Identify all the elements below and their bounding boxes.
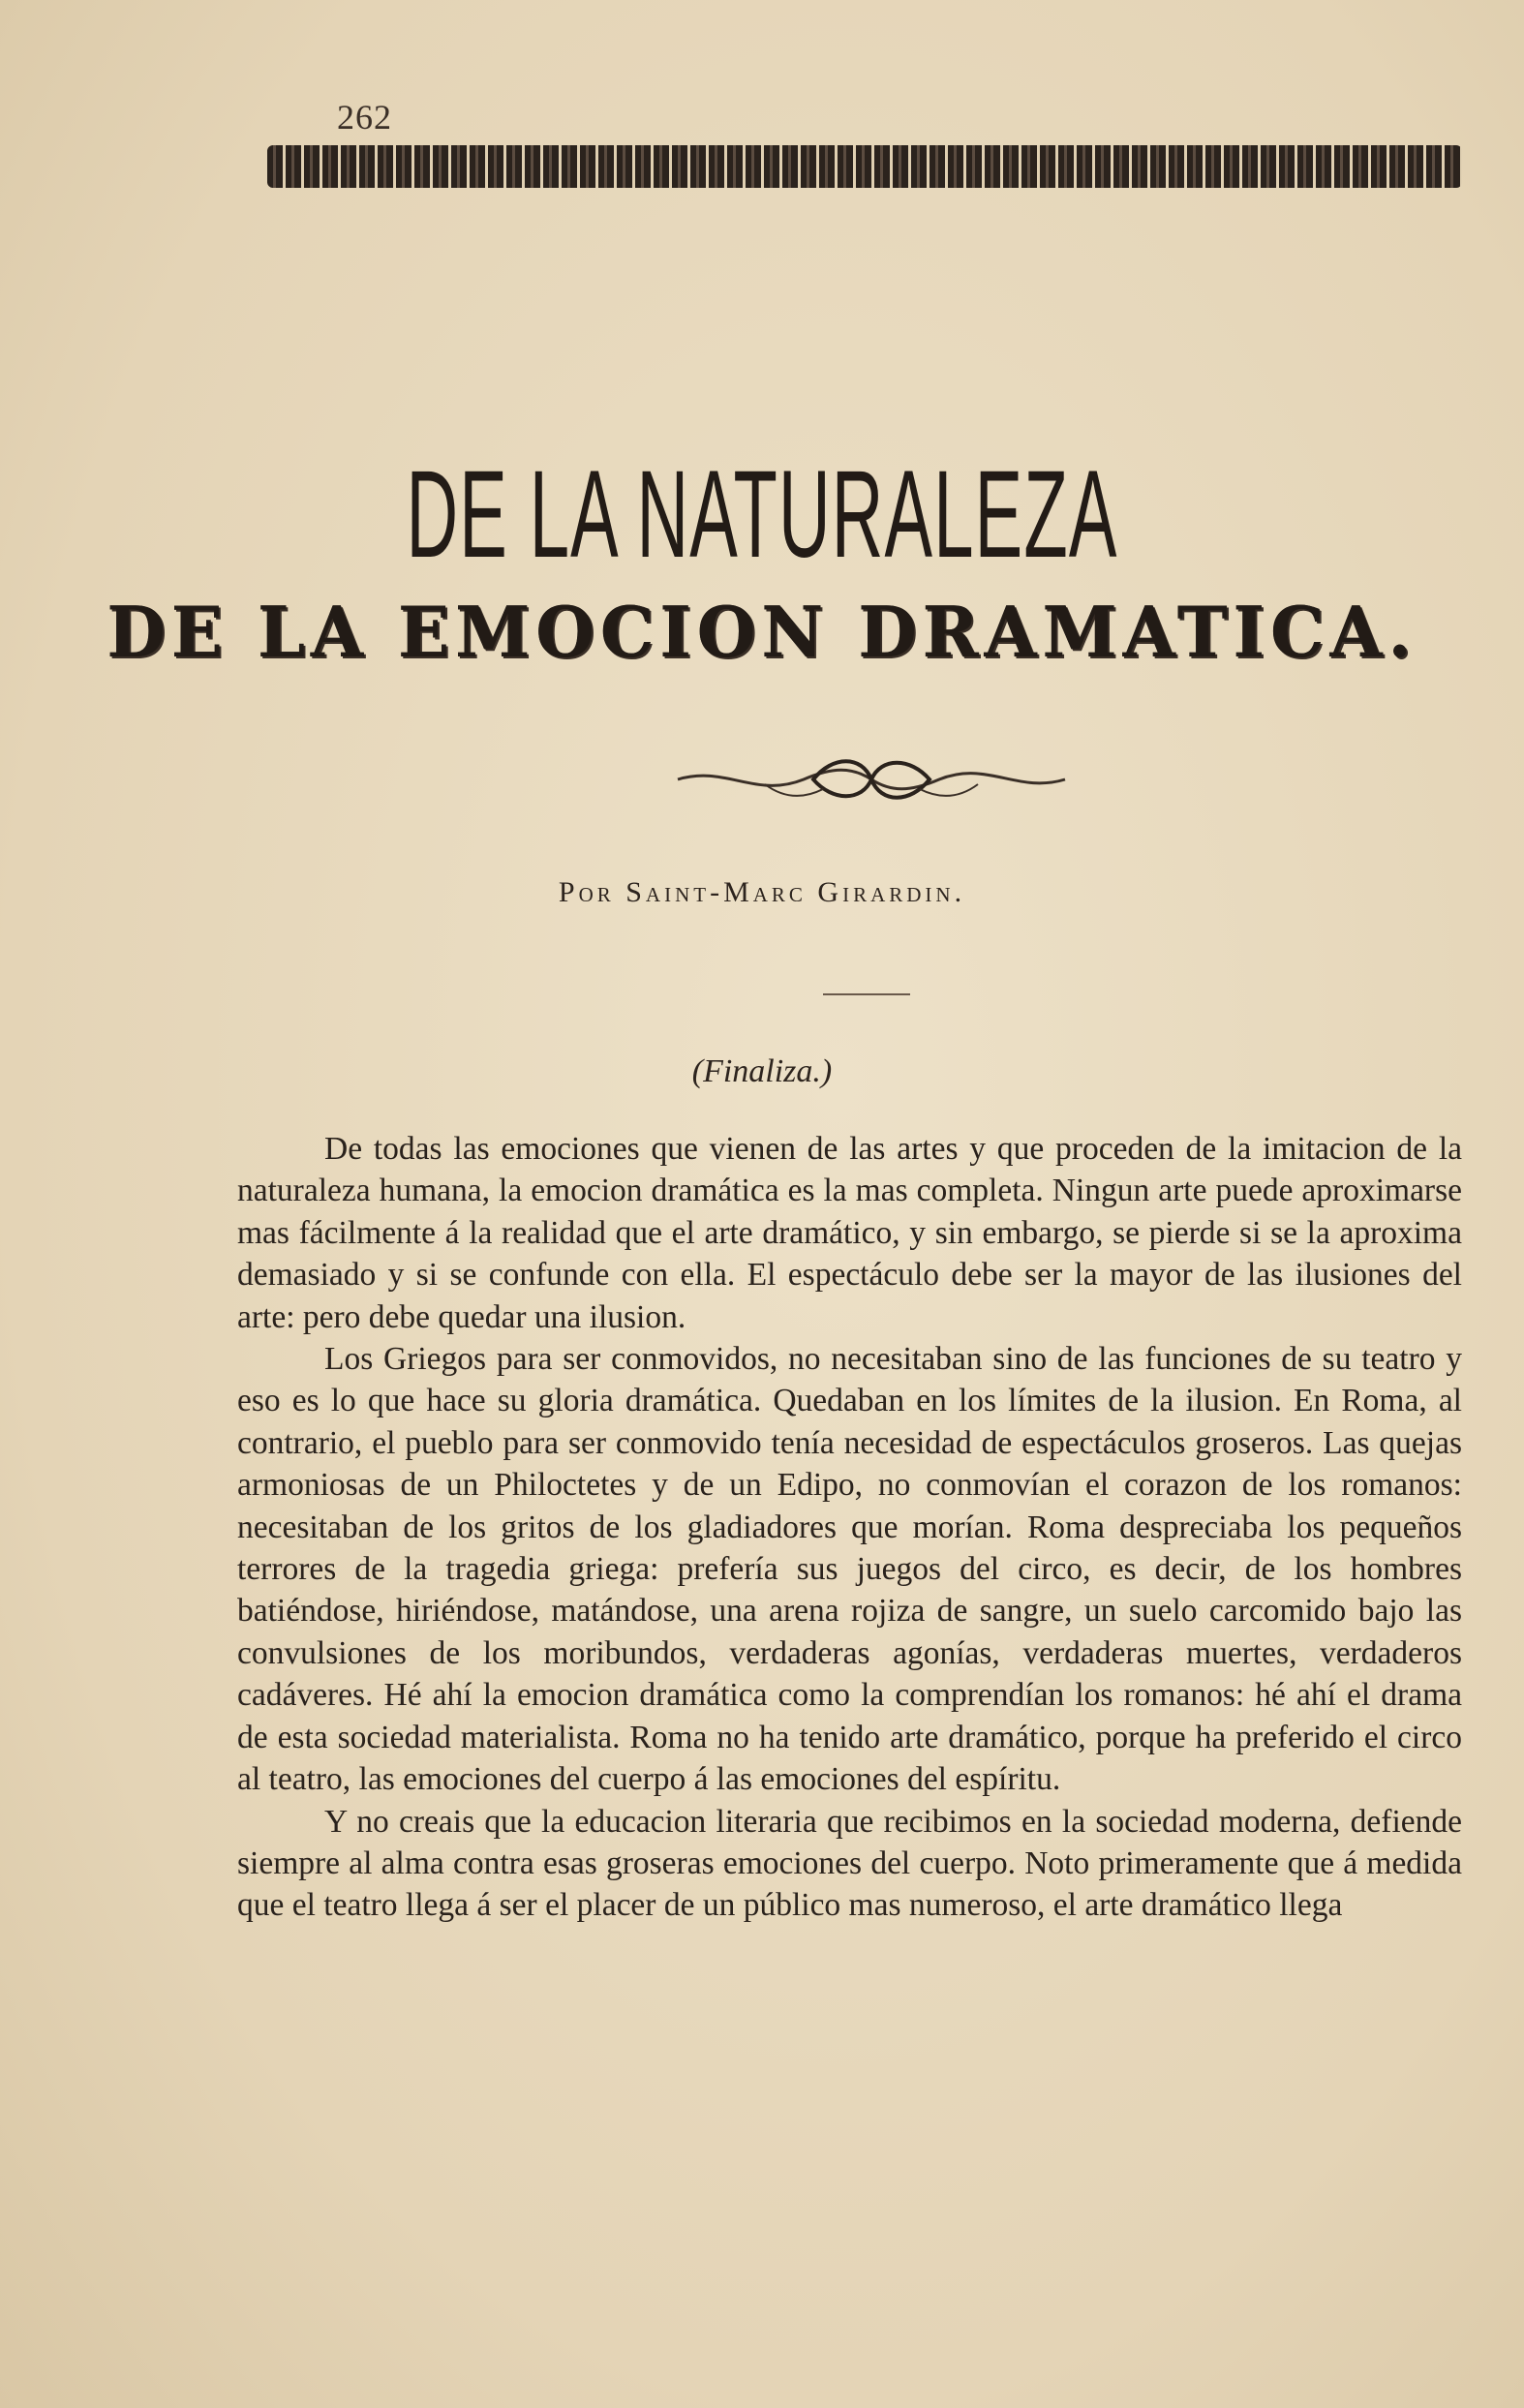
byline: Por Saint-Marc Girardin.: [558, 876, 966, 908]
paragraph: Los Griegos para ser conmovidos, no necesitaban sino de las funciones de su teatro y eso es lo que hace su gloria dramática. Quedaban en los límites de la ilusion. En Roma, al contrario, el pueblo para ser conmovido tenía necesidad de espectáculos groseros. Las quejas armoniosas de un Philoctetes y de un Edipo, no conmovían el corazon de los romanos: necesitaban de los gritos de los gladiadores que morían. Roma despreciaba los pequeños terrores de la tragedia griega: prefería sus juegos del circo, es decir, de los hombres batiéndose, hiriéndose, matándose, una arena rojiza de sangre, un suelo carcomido bajo las convulsiones de los moribundos, verdaderas agonías, verdaderas muertes, verdaderos cadáveres. Hé ahí la emocion dramática como la comprendían los romanos: hé ahí el drama de esta sociedad materialista. Roma no ha tenido arte dramático, porque ha preferido el circo al teatro, las emociones del cuerpo á las emociones del espíritu.: [237, 1341, 1462, 1798]
article-title: DE LA NATURALEZA: [406, 445, 1118, 584]
paragraph: Y no creais que la educacion literaria que recibimos en la sociedad moderna, defiende siempre al alma contra esas groseras emociones del cuerpo. Noto primeramente que á medida que el teatro llega á ser el placer de un público mas numeroso, el arte dramático llega: [237, 1803, 1462, 1924]
divider-rule: [823, 993, 910, 995]
paragraph: De todas las emociones que vienen de las artes y que proceden de la imitacion de la naturaleza humana, la emocion dramática es la mas completa. Ningun arte puede aproximarse mas fácilmente á la realidad que el arte dramático, y sin embargo, se pierde si se la aproxima demasiado y si se confunde con ella. El espectáculo debe ser la mayor de las ilusiones del arte: pero debe quedar una ilusion.: [237, 1131, 1462, 1335]
article-subtitle: DE LA EMOCION DRAMATICA.: [107, 591, 1417, 673]
article-body: [237, 1128, 1462, 1927]
page-number: 262: [337, 98, 392, 137]
ornamental-border: [267, 145, 1462, 188]
flourish-ornament: [668, 746, 1075, 813]
continuation-note: (Finaliza.): [691, 1053, 833, 1089]
